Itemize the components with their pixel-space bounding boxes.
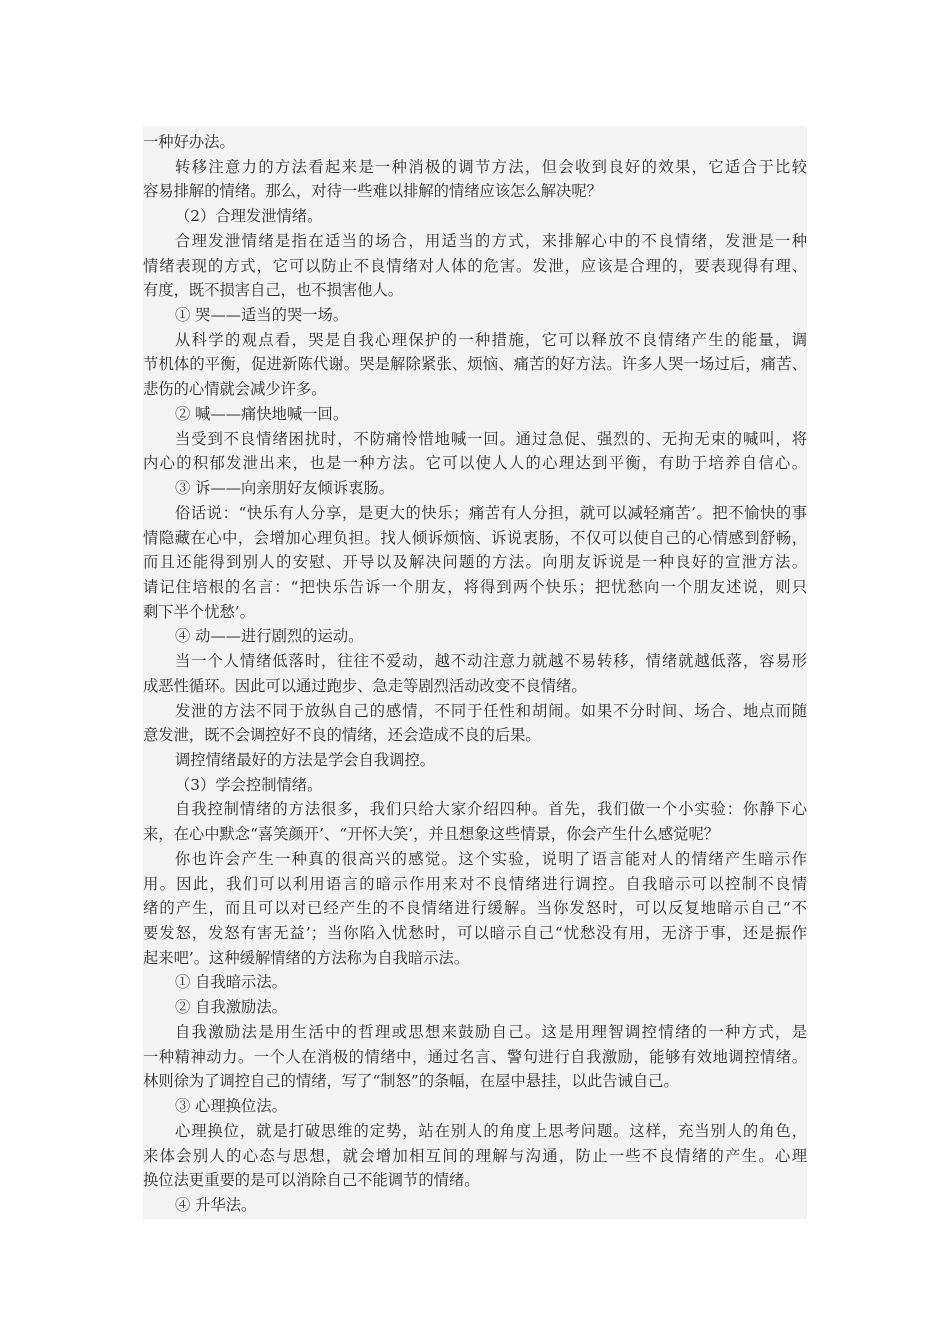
paragraph-line-indented: 自我控制情绪的方法很多，我们只给大家介绍四种。首先，我们做一个小实验：你静下心 (175, 800, 807, 819)
paragraph-line: 用。因此，我们可以利用语言的暗示作用来对不良情绪进行调控。自我暗示可以控制不良情 (143, 874, 807, 893)
paragraph-line-indented: 合理发泄情绪是指在适当的场合，用适当的方式，来排解心中的不良情绪，发泄是一种 (175, 231, 807, 250)
paragraph-line-indented: 俗话说：“快乐有人分享，是更大的快乐；痛苦有人分担，就可以减轻痛苦’。把不愉快的事 (175, 503, 807, 522)
paragraph-line: 有度，既不损害自己，也不损害他人。 (143, 281, 404, 300)
paragraph-line: 林则徐为了调控自己的情绪，写了“制怒”的条幅，在屋中悬挂，以此告诫自己。 (143, 1072, 679, 1091)
paragraph-line: 情隐藏在心中，会增加心理负担。找人倾诉烦恼、诉说衷肠，不仅可以使自己的心情感到舒畅， (143, 528, 807, 547)
paragraph-line-indented: 心理换位，就是打破思维的定势，站在别人的角度上思考问题。这样，充当别人的角色， (175, 1121, 807, 1140)
paragraph-line: 来体会别人的心态与思想，就会增加相互间的理解与沟通，防止一些不良情绪的产生。心理 (143, 1146, 807, 1165)
paragraph-line: 剩下半个忧愁’。 (143, 602, 255, 621)
paragraph-line: 要发怒，发怒有害无益’；当你陷入忧愁时，可以暗示自己“忧愁没有用，无济于事，还是振作 (143, 924, 807, 943)
paragraph-line-indented: 当受到不良情绪困扰时，不防痛怜惜地喊一回。通过急促、强烈的、无拘无束的喊叫，将 (175, 429, 807, 448)
paragraph-line: 请记住培根的名言：“把快乐告诉一个朋友，将得到两个快乐；把忧愁向一个朋友述说，则只 (143, 577, 807, 596)
paragraph-line-indented: 自我激励法是用生活中的哲理或思想来鼓励自己。这是用理智调控情绪的一种方式，是 (175, 1022, 807, 1041)
paragraph-line: 容易排解的情绪。那么，对待一些难以排解的情绪应该怎么解决呢？ (143, 182, 602, 201)
paragraph-line-indented: （2）合理发泄情绪。 (175, 207, 323, 226)
paragraph-line-indented: ④ 升华法。 (175, 1195, 257, 1214)
paragraph-line-indented: ③ 心理换位法。 (175, 1097, 287, 1116)
paragraph-line-indented: （3）学会控制情绪。 (175, 775, 323, 794)
paragraph-line-indented: 当一个人情绪低落时，往往不爱动，越不动注意力就越不易转移，情绪就越低落，容易形 (175, 652, 807, 671)
paragraph-line: 节机体的平衡，促进新陈代谢。哭是解除紧张、烦恼、痛苦的好方法。许多人哭一场过后，痛苦、 (143, 355, 807, 374)
paragraph-line: 而且还能得到别人的安慰、开导以及解决问题的方法。向朋友诉说是一种良好的宣泄方法。 (143, 553, 807, 572)
paragraph-line-indented: ② 喊——痛快地喊一回。 (175, 404, 349, 423)
paragraph-line: 绪的产生，而且可以对已经产生的不良情绪进行缓解。当你发怒时，可以反复地暗示自己“不 (143, 899, 807, 918)
paragraph-line: 起来吧’。这种缓解情绪的方法称为自我暗示法。 (143, 948, 470, 967)
paragraph-line-indented: ① 哭——适当的哭一场。 (175, 306, 349, 325)
paragraph-line-indented: 转移注意力的方法看起来是一种消极的调节方法，但会收到良好的效果，它适合于比较 (175, 157, 807, 176)
paragraph-line: 悲伤的心情就会减少许多。 (143, 380, 327, 399)
paragraph-line: 意发泄，既不会调控好不良的情绪，还会造成不良的后果。 (143, 726, 541, 745)
paragraph-line-indented: 从科学的观点看，哭是自我心理保护的一种措施，它可以释放不良情绪产生的能量，调 (175, 330, 807, 349)
paragraph-line-indented: 你也许会产生一种真的很高兴的感觉。这个实验，说明了语言能对人的情绪产生暗示作 (175, 849, 807, 868)
paragraph-line-indented: ④ 动——进行剧烈的运动。 (175, 627, 364, 646)
paragraph-line-indented: 发泄的方法不同于放纵自己的感情，不同于任性和胡闹。如果不分时间、场合、地点而随 (175, 701, 807, 720)
document-body (143, 126, 807, 1219)
paragraph-line: 一种好办法。 (143, 133, 235, 151)
paragraph-line: 换位法更重要的是可以消除自己不能调节的情绪。 (143, 1171, 480, 1190)
paragraph-line: 情绪表现的方式，它可以防止不良情绪对人体的危害。发泄，应该是合理的，要表现得有理、 (143, 256, 807, 275)
paragraph-line-indented: ② 自我激励法。 (175, 998, 287, 1017)
paragraph-line-indented: ① 自我暗示法。 (175, 973, 287, 992)
paragraph-line-indented: ③ 诉——向亲朋好友倾诉衷肠。 (175, 479, 395, 498)
paragraph-line: 成恶性循环。因此可以通过跑步、急走等剧烈活动改变不良情绪。 (143, 676, 587, 695)
paragraph-line: 内心的积郁发泄出来，也是一种方法。它可以使人人的心理达到平衡，有助于培养自信心。 (143, 454, 807, 473)
paragraph-line: 来，在心中默念“喜笑颜开’、“开怀大笑’，并且想象这些情景，你会产生什么感觉呢？ (143, 825, 720, 844)
paragraph-line: 一种精神动力。一个人在消极的情绪中，通过名言、警句进行自我激励，能够有效地调控情绪。 (143, 1047, 807, 1066)
paragraph-line-indented: 调控情绪最好的方法是学会自我调控。 (175, 751, 436, 769)
